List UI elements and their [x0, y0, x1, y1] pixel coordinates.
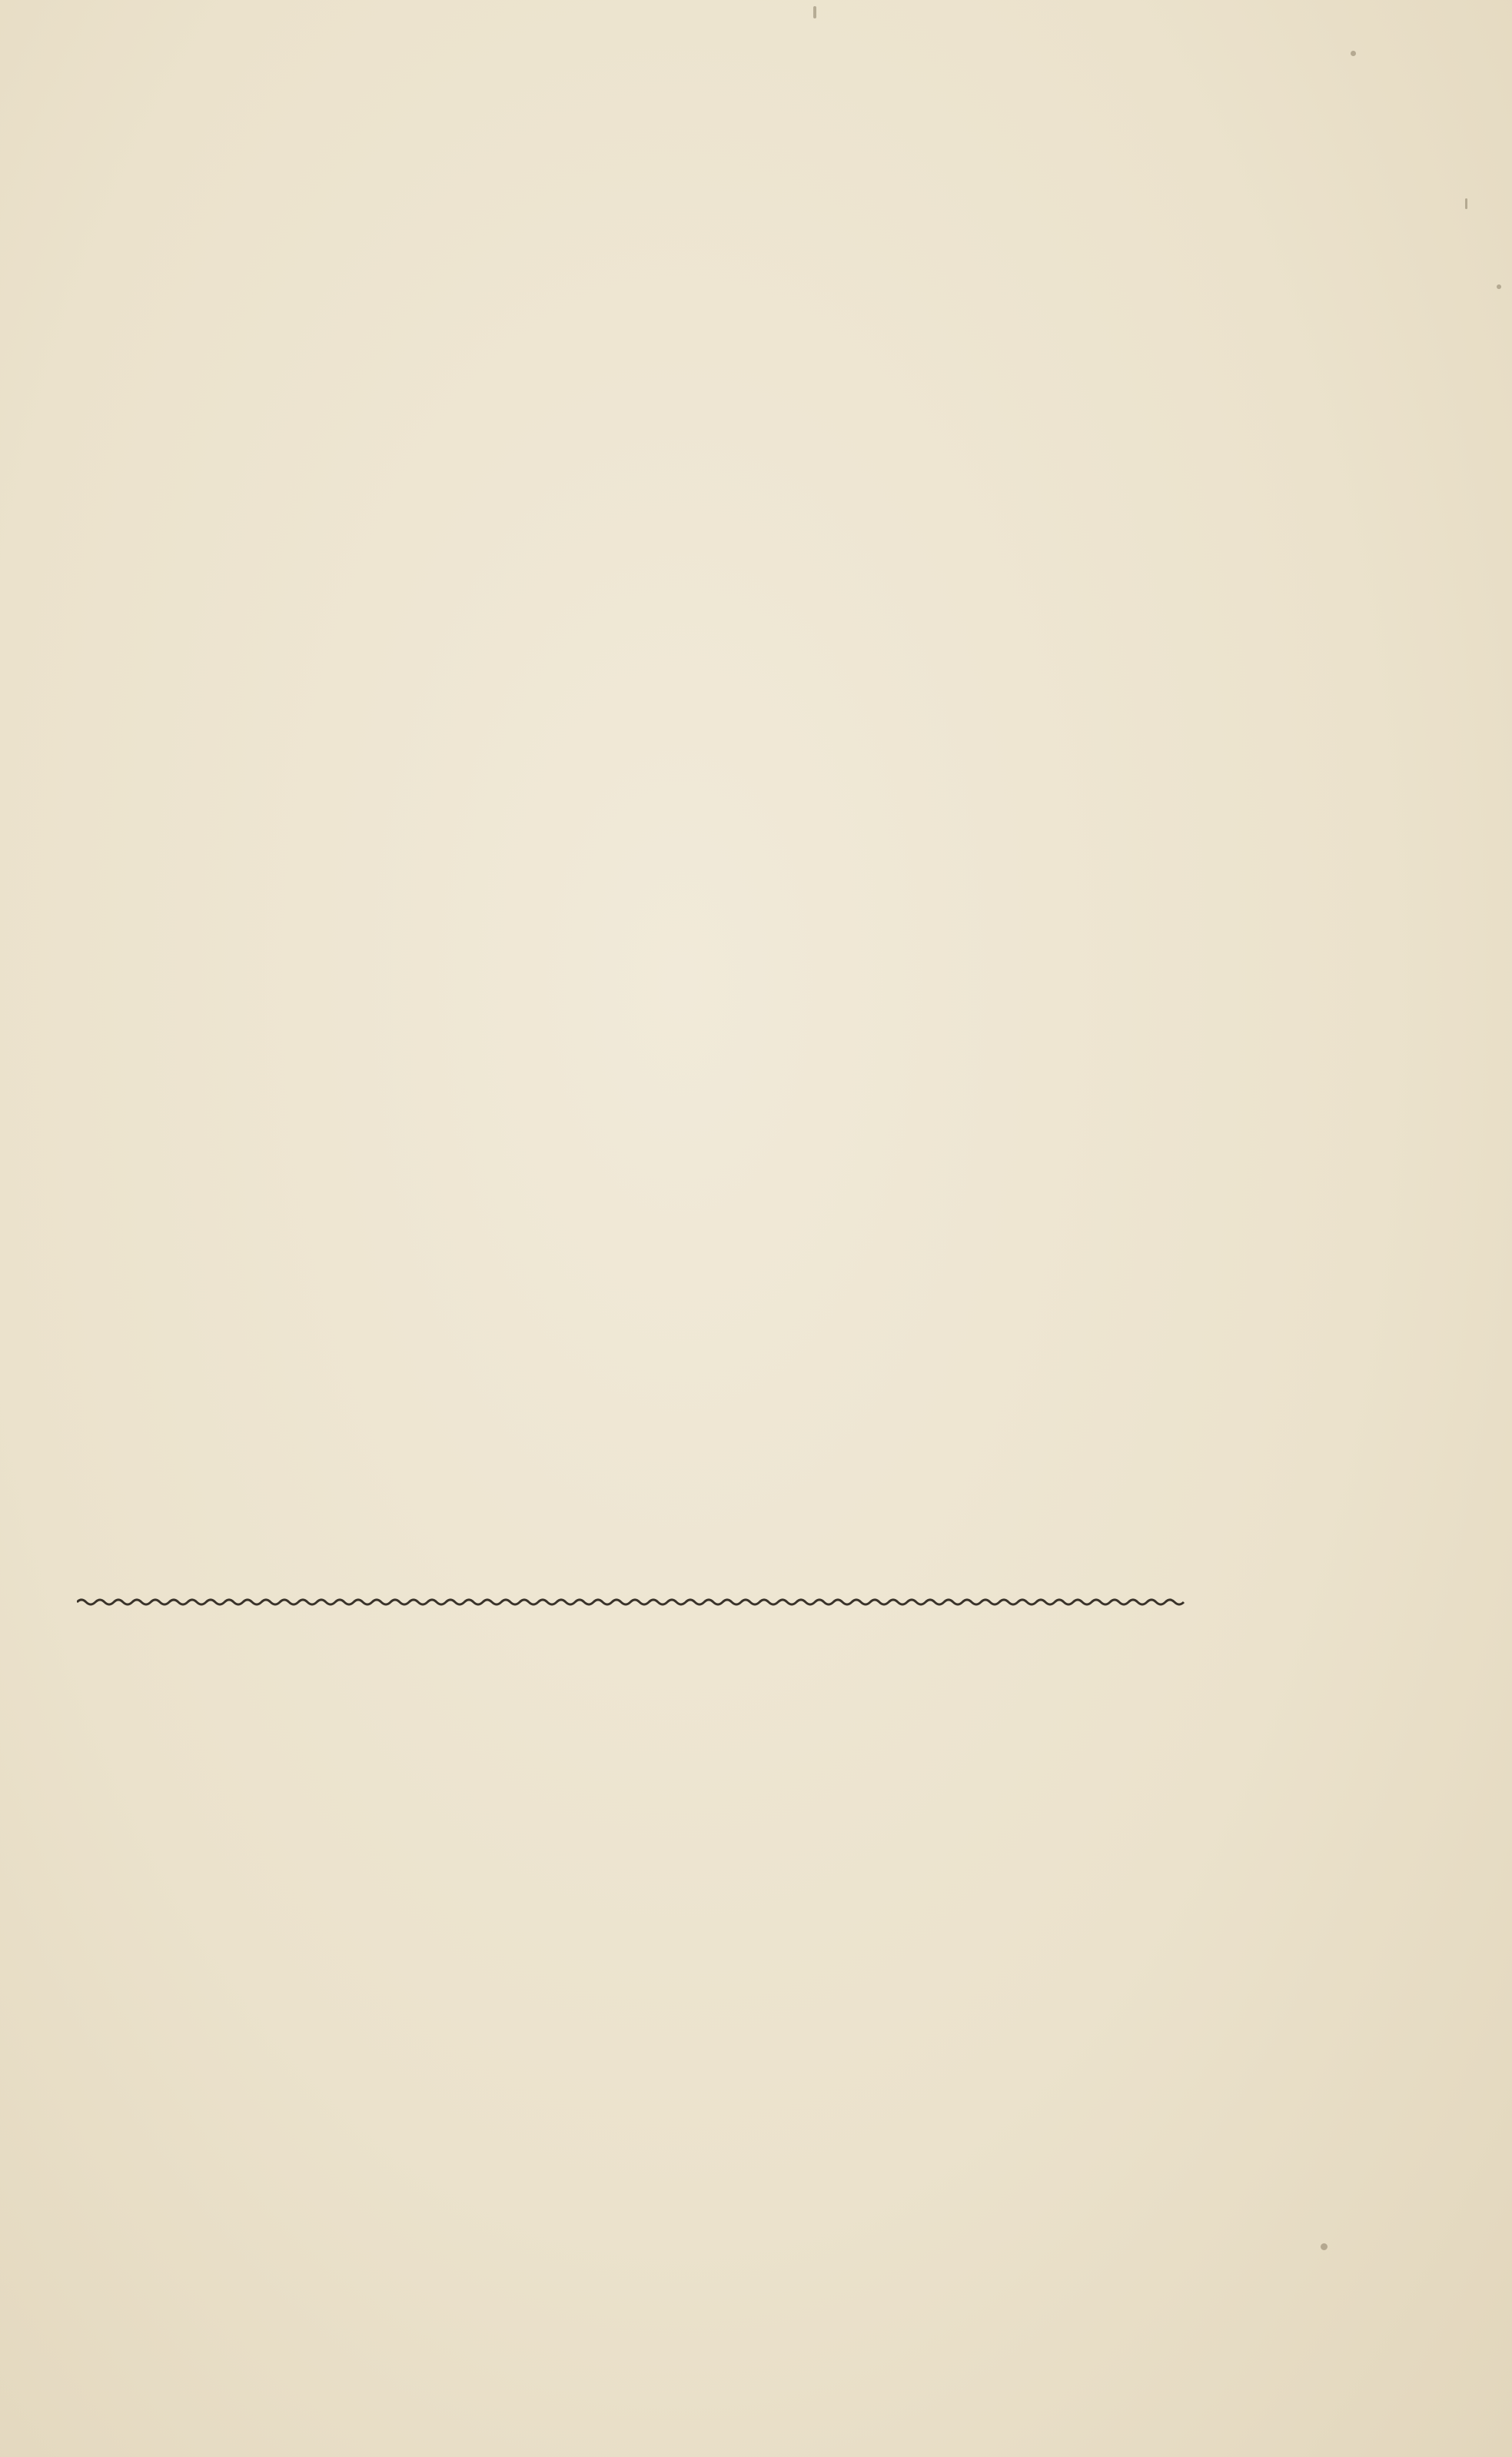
page-header	[74, 201, 1188, 263]
ornamental-divider	[77, 1596, 1188, 1608]
